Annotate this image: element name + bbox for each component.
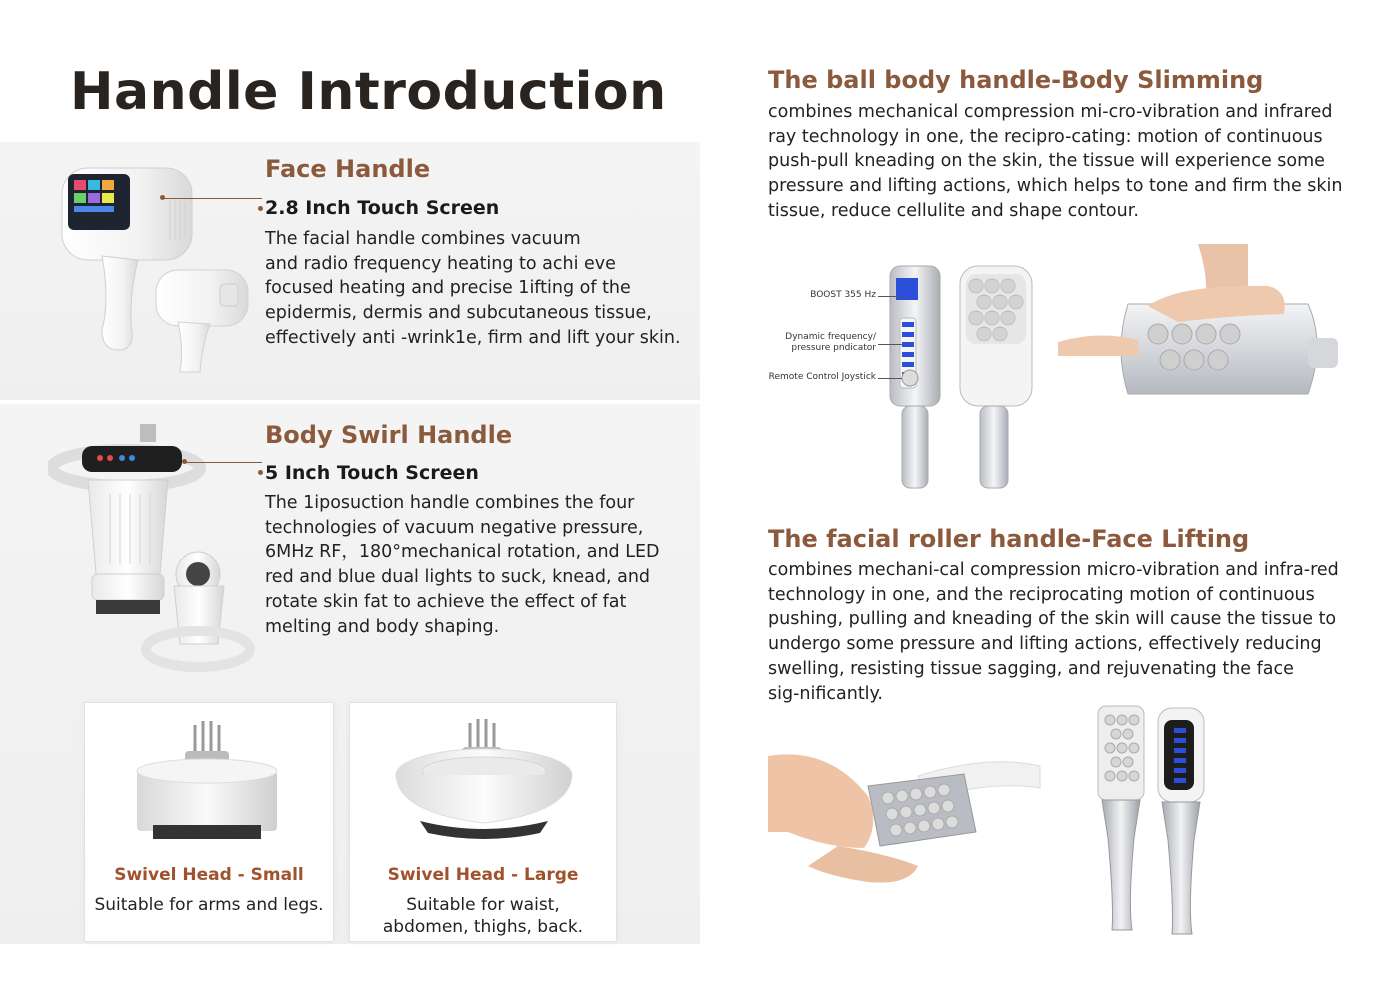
text-line: Suitable for waist, xyxy=(406,895,560,915)
facial-roller-handles-image xyxy=(1092,704,1212,938)
leader-dot xyxy=(258,470,263,475)
body-swirl-heading: Body Swirl Handle xyxy=(265,421,513,449)
text-line: The 1iposuction handle combines the four xyxy=(265,493,635,513)
hand-holding-facial-roller-image xyxy=(768,736,1048,908)
swivel-head-small-text xyxy=(85,894,333,916)
facial-roller-description xyxy=(768,558,1339,706)
text-line: sig-nificantly. xyxy=(768,683,883,704)
swivel-head-small-card xyxy=(84,702,334,942)
text-line: abdomen, thighs, back. xyxy=(382,917,584,937)
text-line: tissue, reduce cellulite and shape contour. xyxy=(768,200,1139,221)
face-handle-heading: Face Handle xyxy=(265,155,431,183)
annotation-joystick: Remote Control Joystick xyxy=(768,372,876,382)
body-swirl-description xyxy=(265,491,660,639)
swivel-head-small-image xyxy=(133,715,283,855)
annotation-line xyxy=(878,378,902,379)
text-line: technologies of vacuum negative pressure, xyxy=(265,517,644,538)
annotation-line xyxy=(878,296,902,297)
swivel-head-small-title: Swivel Head - Small xyxy=(114,865,304,885)
text-line: combines mechani-cal compression micro-vibration and infra-red xyxy=(768,560,1339,580)
swivel-head-large-text xyxy=(350,894,616,938)
text-line: focused heating and precise 1ifting of the xyxy=(265,278,631,299)
annotation-boost: BOOST 355 Hz xyxy=(810,290,876,300)
text-line: pressure and lifting actions, which helps to tone and firm the skin xyxy=(768,176,1343,197)
ball-body-handle-image xyxy=(888,262,1038,494)
face-handle-description xyxy=(265,227,681,351)
text-line: ray technology in one, the recipro-cating: motion of continuous xyxy=(768,126,1323,147)
leader-line xyxy=(184,462,262,463)
text-line: technology in one, and the reciprocating motion of continuous xyxy=(768,584,1315,605)
text-line: push-pull kneading on the skin, the tissue will experience some xyxy=(768,151,1325,172)
swivel-head-large-image xyxy=(390,713,580,853)
facial-roller-heading: The facial roller handle-Face Lifting xyxy=(768,525,1250,553)
swivel-head-large-title: Swivel Head - Large xyxy=(387,865,579,885)
annotation-dynamic-frequency xyxy=(746,332,876,354)
body-swirl-subheading: 5 Inch Touch Screen xyxy=(265,462,479,484)
text-line: combines mechanical compression mi-cro-vibration and infrared xyxy=(768,102,1333,122)
text-line: pressure pndicator xyxy=(791,343,876,353)
text-line: red and blue dual lights to suck, knead, and xyxy=(265,567,651,588)
text-line: melting and body shaping. xyxy=(265,616,500,637)
face-handle-image xyxy=(52,160,262,380)
text-line: Suitable for arms and legs. xyxy=(94,895,324,915)
text-line: swelling, resisting tissue sagging, and rejuvenating the face xyxy=(768,658,1294,679)
text-line: epidermis, dermis and subcutaneous tissue, xyxy=(265,303,652,324)
text-line: undergo some pressure and lifting actions, effectively reducing xyxy=(768,634,1322,655)
text-line: effectively anti -wrink1e, firm and lift your skin. xyxy=(265,327,681,348)
swivel-head-large-card xyxy=(349,702,617,942)
text-line: rotate skin fat to achieve the effect of fat xyxy=(265,591,627,612)
text-line: The facial handle combines vacuum xyxy=(265,229,581,249)
text-line: Dynamic frequency/ xyxy=(785,332,876,342)
ball-body-description xyxy=(768,100,1342,224)
face-handle-subheading: 2.8 Inch Touch Screen xyxy=(265,197,500,219)
leader-line xyxy=(162,198,262,199)
text-line: and radio frequency heating to achi eve xyxy=(265,253,616,274)
text-line: 6MHz RF，180°mechanical rotation, and LED xyxy=(265,542,660,563)
hand-using-ball-handle-image xyxy=(1058,244,1338,420)
face-handle-panel xyxy=(0,142,700,400)
leader-dot xyxy=(258,206,263,211)
text-line: pushing, pulling and kneading of the skin will cause the tissue to xyxy=(768,609,1337,630)
annotation-line xyxy=(878,344,902,345)
ball-body-heading: The ball body handle-Body Slimming xyxy=(768,66,1264,94)
page-title: Handle Introduction xyxy=(70,62,667,122)
